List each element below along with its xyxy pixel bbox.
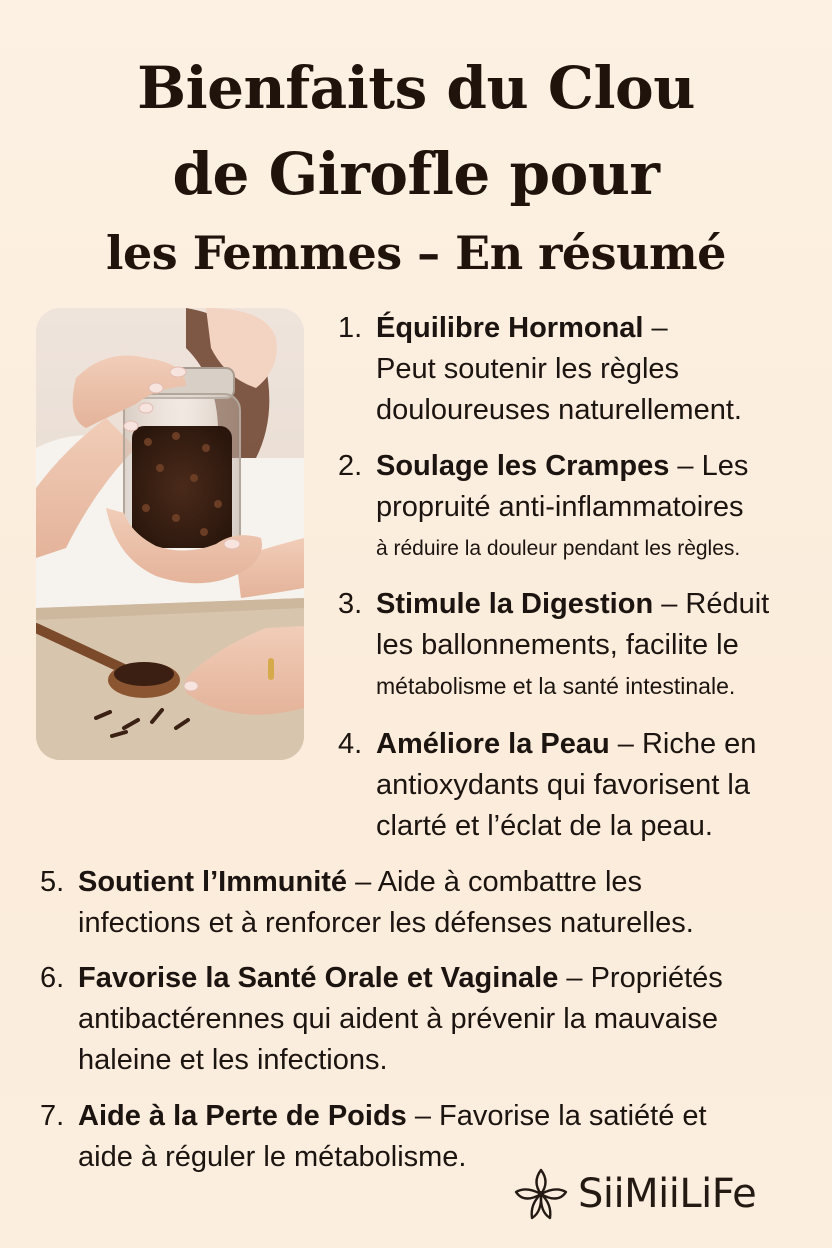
item-5-number: 5. <box>40 866 65 898</box>
item-3-text-line-2: métabolisme et la santé intestinale. <box>376 673 736 699</box>
item-5-heading: Soutient l’Immunité <box>78 866 348 898</box>
item-1-number: 1. <box>338 312 363 344</box>
crescent-moon-icon <box>316 732 338 758</box>
item-4-text-line-1: antioxydants qui favorisent la <box>376 769 750 801</box>
item-1-dash: – <box>643 312 668 344</box>
item-6-heading: Favorise la Santé Orale et Vaginale <box>78 962 559 994</box>
item-6-text-line-2: haleine et les infections. <box>78 1044 388 1076</box>
item-4-number: 4. <box>338 728 363 760</box>
item-3-text-line-1: les ballonnements, facilite le <box>376 629 739 661</box>
crescent-moon-icon <box>316 316 338 342</box>
item-2-text-line-1: propruité anti-inflammatoires <box>376 491 744 523</box>
item-3-first-rest: – Réduit <box>653 588 770 620</box>
item-4-first-rest: – Riche en <box>609 728 757 760</box>
item-2-text-line-2: à réduire la douleur pendant les règles. <box>376 537 741 560</box>
crescent-moon-icon <box>18 966 40 992</box>
item-4-text-line-2: clarté et l’éclat de la peau. <box>376 810 713 842</box>
item-7-first-rest: – Favorise la satiété et <box>406 1100 707 1132</box>
item-5-first-rest: – Aide à combattre les <box>347 866 643 898</box>
item-6-first-rest: – Propriétés <box>558 962 723 994</box>
flower-icon <box>512 1166 570 1222</box>
item-1-heading: Équilibre Hormonal <box>376 312 644 344</box>
item-7-heading: Aide à la Perte de Poids <box>78 1100 407 1132</box>
crescent-moon-icon <box>18 1104 40 1130</box>
item-3-heading: Stimule la Digestion <box>376 588 654 620</box>
title-line-1: Bienfaits du Clou <box>137 54 695 122</box>
crescent-moon-icon <box>316 454 338 480</box>
item-1-text-line-2: douloureuses naturellement. <box>376 394 742 426</box>
title-line-2: de Girofle pour <box>172 140 660 208</box>
item-2-first-rest: – Les <box>669 450 749 482</box>
item-7-text-line-1: aide à réguler le métabolisme. <box>78 1141 467 1173</box>
brand-name: SiiMiiLiFe <box>578 1171 757 1217</box>
item-6-text-line-1: antibactérennes qui aident à prévenir la mauvaise <box>78 1003 719 1035</box>
crescent-moon-icon <box>316 592 338 618</box>
brand-logo <box>512 1166 812 1222</box>
item-7-number: 7. <box>40 1100 65 1132</box>
item-2-number: 2. <box>338 450 363 482</box>
item-5-text-line-1: infections et à renforcer les défenses naturelles. <box>78 907 694 939</box>
item-6-number: 6. <box>40 962 65 994</box>
item-1-text-line-1: Peut soutenir les règles <box>376 353 680 385</box>
crescent-moon-icon <box>18 870 40 896</box>
title-line-3: les Femmes – En résumé <box>106 226 726 280</box>
item-4-heading: Améliore la Peau <box>376 728 610 760</box>
item-2-heading: Soulage les Crampes <box>376 450 670 482</box>
clove-jar-photo <box>36 308 304 760</box>
item-3-number: 3. <box>338 588 363 620</box>
